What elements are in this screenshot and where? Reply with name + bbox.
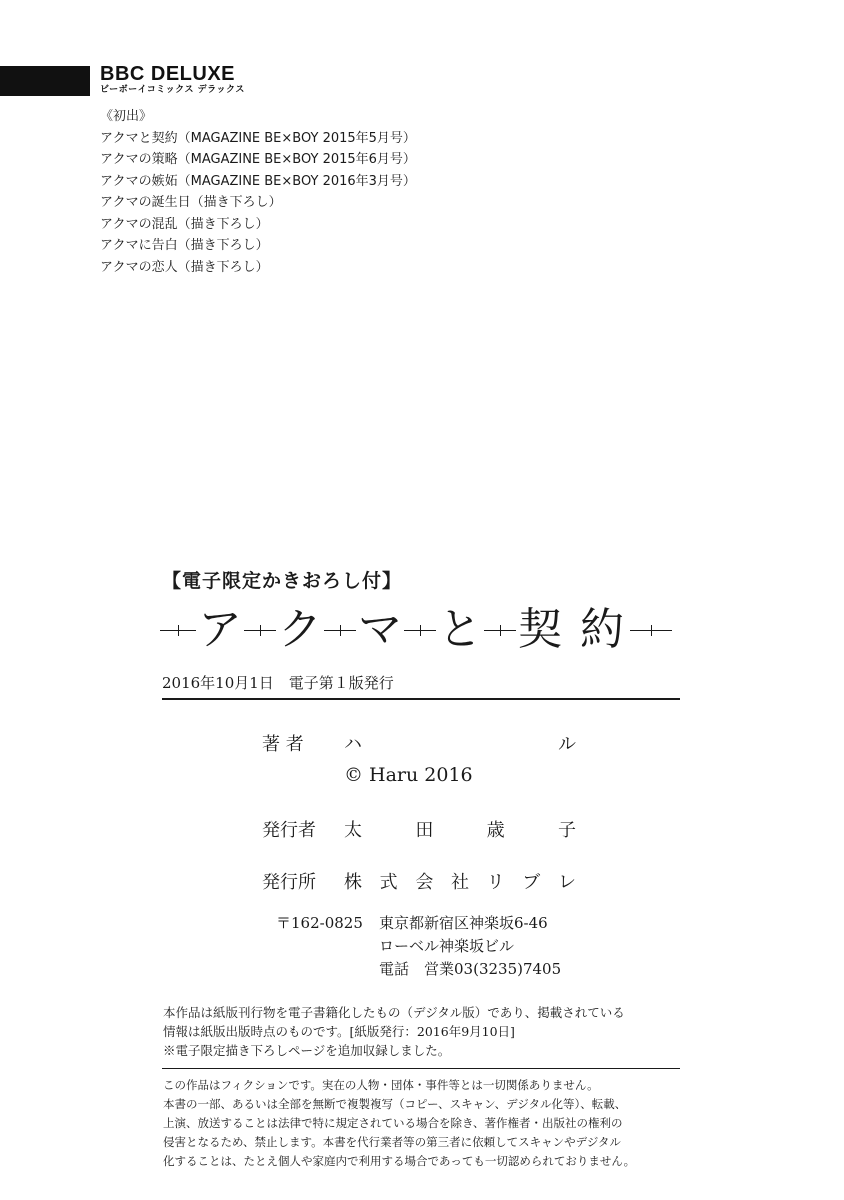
first-appearance-title: 《初出》 [100,109,153,124]
disclaimer-line: 化することは、たとえ個人や家庭内で利用する場合であっても一切認められておりません。 [163,1154,636,1168]
series-kana: ビーボーイコミックス デラックス [100,85,245,95]
header-black-bar [0,66,90,96]
title-char: と [438,604,482,655]
publisher-char: 式 [379,872,398,893]
publisher-char: 株 [344,872,362,893]
bonus-label: 【電子限定かきおろし付】 [162,570,403,592]
list-item: アクマの策略（MAGAZINE BE×BOY 2015年6月号） [100,152,416,167]
publisher-char: 会 [415,872,434,893]
publisher-label: 発行所 [262,872,316,893]
first-appearance-list [100,106,416,278]
publisher-person-char: 太 [344,820,362,841]
list-item: アクマに告白（描き下ろし） [100,238,269,253]
publisher-person-char: 子 [557,820,576,841]
publisher-char: リ [486,872,505,893]
phone-number: 電話 営業03(3235)7405 [379,960,562,978]
disclaimer-line: 上演、放送することは法律で特に規定されている場合を除き、著作権者・出版社の権利の [163,1116,623,1130]
publisher-person-char: 歳 [486,820,505,841]
list-item: アクマの混乱（描き下ろし） [100,216,269,232]
series-logo [100,64,245,96]
title-ornament [160,630,196,631]
author-char: ル [558,734,576,755]
copyright: © Haru 2016 [344,764,473,786]
title-ornament [484,630,516,631]
address-line: 東京都新宿区神楽坂6-46 [379,914,548,932]
postal-code: 〒162-0825 [276,914,363,932]
title-char: 契 [518,604,562,655]
divider [162,1068,680,1069]
title-ornament [324,630,356,631]
publisher-person-label: 発行者 [262,820,316,841]
legal-disclaimer [163,1076,683,1171]
publisher-char: レ [557,872,576,893]
note-line: ※電子限定描き下ろしページを追加収録しました。 [163,1043,451,1058]
address-building: ローベル神楽坂ビル [379,937,515,955]
title-char: 約 [580,604,624,655]
title-char: ア [198,604,242,655]
publication-date: 2016年10月1日 電子第１版発行 [162,674,394,692]
disclaimer-line: 本書の一部、あるいは全部を無断で複製複写（コピー、スキャン、デジタル化等）、転載、 [163,1097,627,1111]
disclaimer-line: 侵害となるため、禁止します。本書を代行業者等の第三者に依頼してスキャンやデジタル [163,1135,621,1149]
disclaimer-line: この作品はフィクションです。実在の人物・団体・事件等とは一切関係ありません。 [163,1078,599,1092]
publisher-name [344,868,576,894]
author-name [344,730,576,756]
title-ornament [630,630,672,631]
publisher-person-char: 田 [415,820,434,841]
list-item: アクマの誕生日（描き下ろし） [100,195,282,210]
book-title [160,602,680,662]
publisher-address [276,912,561,981]
publisher-person-name [344,816,576,842]
author-char: ハ [344,734,362,755]
series-name: BBC DELUXE [100,63,236,85]
title-char: ク [278,604,322,655]
author-label: 著 者 [262,734,304,755]
publisher-char: ブ [522,872,541,893]
edition-note [163,1003,683,1060]
title-ornament [404,630,436,631]
divider [162,698,680,700]
title-ornament [244,630,276,631]
list-item: アクマの恋人（描き下ろし） [100,259,269,275]
list-item: アクマと契約（MAGAZINE BE×BOY 2015年5月号） [100,130,416,146]
publisher-char: 社 [450,872,469,893]
note-line: 情報は紙版出版時点のものです。[紙版発行：2016年9月10日] [163,1024,515,1039]
note-line: 本作品は紙版刊行物を電子書籍化したもの（デジタル版）であり、掲載されている [163,1005,625,1020]
title-char: マ [358,604,402,655]
list-item: アクマの嫉妬（MAGAZINE BE×BOY 2016年3月号） [100,173,416,189]
